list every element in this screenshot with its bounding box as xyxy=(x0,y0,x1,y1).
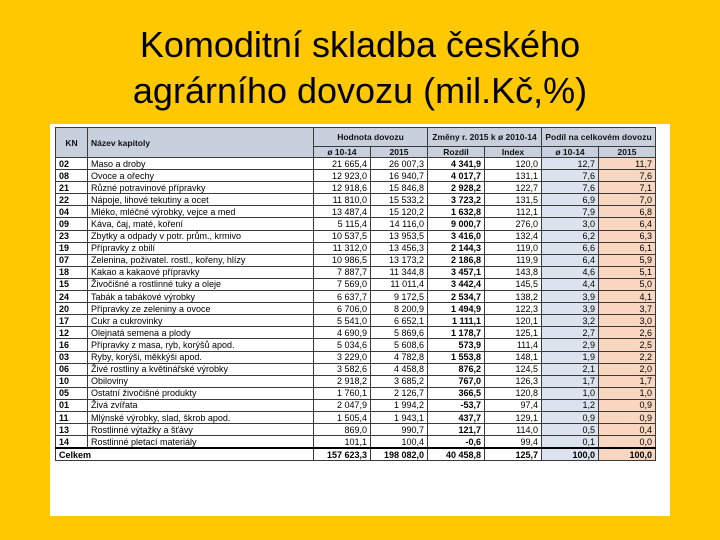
cell-kn: 05 xyxy=(56,387,88,399)
table-body xyxy=(56,158,656,461)
cell-avg: 2 918,2 xyxy=(314,375,371,387)
cell-index: 129,1 xyxy=(485,411,542,423)
table-row xyxy=(56,315,656,327)
title-line-1: Komoditní skladba českého xyxy=(139,24,581,65)
cell-kn: 24 xyxy=(56,291,88,303)
total-share-avg: 100,0 xyxy=(542,448,599,461)
cell-2015: 13 456,3 xyxy=(371,242,428,254)
import-table-image xyxy=(50,124,670,516)
cell-name: Ryby, korýši, měkkýši apod. xyxy=(88,351,314,363)
cell-share-2015: 2,6 xyxy=(599,327,656,339)
cell-share-avg: 3,2 xyxy=(542,315,599,327)
total-index: 125,7 xyxy=(485,448,542,461)
table-row xyxy=(56,206,656,218)
cell-kn: 12 xyxy=(56,327,88,339)
cell-diff: 767,0 xyxy=(428,375,485,387)
cell-share-2015: 6,1 xyxy=(599,242,656,254)
cell-kn: 17 xyxy=(56,315,88,327)
cell-name: Obiloviny xyxy=(88,375,314,387)
cell-diff: -53,7 xyxy=(428,399,485,411)
cell-2015: 16 940,7 xyxy=(371,170,428,182)
cell-avg: 3 229,0 xyxy=(314,351,371,363)
cell-share-2015: 7,1 xyxy=(599,182,656,194)
cell-kn: 09 xyxy=(56,218,88,230)
cell-index: 131,1 xyxy=(485,170,542,182)
cell-share-avg: 1,2 xyxy=(542,399,599,411)
cell-avg: 7 887,7 xyxy=(314,266,371,278)
cell-avg: 7 569,0 xyxy=(314,278,371,290)
header-share-group: Podíl na celkovém dovozu xyxy=(542,128,656,147)
cell-diff: 2 534,7 xyxy=(428,291,485,303)
cell-avg: 21 665,4 xyxy=(314,158,371,170)
cell-diff: 9 000,7 xyxy=(428,218,485,230)
cell-diff: 1 178,7 xyxy=(428,327,485,339)
cell-kn: 19 xyxy=(56,242,88,254)
cell-2015: 990,7 xyxy=(371,424,428,436)
table-row xyxy=(56,339,656,351)
table-row xyxy=(56,254,656,266)
cell-avg: 2 047,9 xyxy=(314,399,371,411)
cell-share-avg: 1,9 xyxy=(542,351,599,363)
cell-share-2015: 2,0 xyxy=(599,363,656,375)
cell-name: Cukr a cukrovinky xyxy=(88,315,314,327)
cell-2015: 11 011,4 xyxy=(371,278,428,290)
cell-index: 145,5 xyxy=(485,278,542,290)
cell-diff: 1 553,8 xyxy=(428,351,485,363)
cell-diff: 366,5 xyxy=(428,387,485,399)
cell-avg: 869,0 xyxy=(314,424,371,436)
cell-2015: 15 120,2 xyxy=(371,206,428,218)
cell-avg: 3 582,6 xyxy=(314,363,371,375)
cell-diff: 1 111,1 xyxy=(428,315,485,327)
cell-index: 125,1 xyxy=(485,327,542,339)
table-row xyxy=(56,411,656,423)
table-row xyxy=(56,170,656,182)
header-change-group: Změny r. 2015 k ø 2010-14 xyxy=(428,128,542,147)
cell-share-2015: 7,0 xyxy=(599,194,656,206)
cell-index: 112,1 xyxy=(485,206,542,218)
cell-2015: 5 869,6 xyxy=(371,327,428,339)
cell-diff: 4 341,9 xyxy=(428,158,485,170)
table-row xyxy=(56,375,656,387)
cell-index: 99,4 xyxy=(485,436,542,449)
cell-share-avg: 12,7 xyxy=(542,158,599,170)
cell-kn: 21 xyxy=(56,182,88,194)
cell-2015: 1 943,1 xyxy=(371,411,428,423)
cell-index: 120,8 xyxy=(485,387,542,399)
cell-share-avg: 3,9 xyxy=(542,291,599,303)
cell-share-2015: 5,1 xyxy=(599,266,656,278)
cell-share-2015: 0,0 xyxy=(599,436,656,449)
cell-diff: 1 494,9 xyxy=(428,303,485,315)
cell-name: Káva, čaj, maté, koření xyxy=(88,218,314,230)
cell-index: 138,2 xyxy=(485,291,542,303)
cell-share-avg: 0,9 xyxy=(542,411,599,423)
header-share-avg: ø 10-14 xyxy=(542,147,599,158)
cell-kn: 11 xyxy=(56,411,88,423)
cell-name: Zbytky a odpady v potr. prům., krmivo xyxy=(88,230,314,242)
cell-name: Přípravky z masa, ryb, korýšů apod. xyxy=(88,339,314,351)
cell-2015: 2 126,7 xyxy=(371,387,428,399)
total-avg: 157 623,3 xyxy=(314,448,371,461)
table-row xyxy=(56,266,656,278)
cell-2015: 14 116,0 xyxy=(371,218,428,230)
cell-share-avg: 2,7 xyxy=(542,327,599,339)
cell-2015: 8 200,9 xyxy=(371,303,428,315)
cell-diff: -0,6 xyxy=(428,436,485,449)
header-row-groups xyxy=(56,128,656,147)
table-row xyxy=(56,182,656,194)
cell-diff: 2 186,8 xyxy=(428,254,485,266)
cell-share-2015: 6,4 xyxy=(599,218,656,230)
cell-share-2015: 4,1 xyxy=(599,291,656,303)
table-row xyxy=(56,327,656,339)
table-row xyxy=(56,194,656,206)
cell-2015: 11 344,8 xyxy=(371,266,428,278)
cell-index: 131,5 xyxy=(485,194,542,206)
cell-kn: 08 xyxy=(56,170,88,182)
table-row xyxy=(56,242,656,254)
table-row xyxy=(56,218,656,230)
cell-avg: 12 923,0 xyxy=(314,170,371,182)
cell-name: Kakao a kakaové přípravky xyxy=(88,266,314,278)
table-row xyxy=(56,230,656,242)
cell-share-avg: 2,9 xyxy=(542,339,599,351)
cell-share-avg: 0,1 xyxy=(542,436,599,449)
cell-kn: 02 xyxy=(56,158,88,170)
cell-kn: 10 xyxy=(56,375,88,387)
cell-kn: 14 xyxy=(56,436,88,449)
cell-diff: 1 632,8 xyxy=(428,206,485,218)
cell-name: Živočišné a rostlinné tuky a oleje xyxy=(88,278,314,290)
cell-avg: 6 706,0 xyxy=(314,303,371,315)
cell-share-2015: 6,3 xyxy=(599,230,656,242)
cell-name: Maso a droby xyxy=(88,158,314,170)
table-row xyxy=(56,278,656,290)
cell-share-2015: 3,0 xyxy=(599,315,656,327)
cell-index: 111,4 xyxy=(485,339,542,351)
cell-name: Zelenina, poživatel. rostl., kořeny, hlízy xyxy=(88,254,314,266)
cell-index: 126,3 xyxy=(485,375,542,387)
cell-index: 119,9 xyxy=(485,254,542,266)
cell-2015: 9 172,5 xyxy=(371,291,428,303)
cell-diff: 2 928,2 xyxy=(428,182,485,194)
title-line-2: agrárního dovozu (mil.Kč,%) xyxy=(132,70,588,111)
cell-kn: 15 xyxy=(56,278,88,290)
cell-2015: 100,4 xyxy=(371,436,428,449)
cell-share-avg: 3,9 xyxy=(542,303,599,315)
cell-name: Přípravky ze zeleniny a ovoce xyxy=(88,303,314,315)
cell-avg: 5 115,4 xyxy=(314,218,371,230)
cell-share-2015: 1,0 xyxy=(599,387,656,399)
cell-share-avg: 6,9 xyxy=(542,194,599,206)
table-row xyxy=(56,436,656,449)
cell-index: 120,0 xyxy=(485,158,542,170)
header-share-2015: 2015 xyxy=(599,147,656,158)
cell-share-2015: 3,7 xyxy=(599,303,656,315)
total-label: Celkem xyxy=(56,448,314,461)
cell-name: Nápoje, lihové tekutiny a ocet xyxy=(88,194,314,206)
cell-2015: 4 458,8 xyxy=(371,363,428,375)
cell-avg: 5 541,0 xyxy=(314,315,371,327)
cell-name: Živá zvířata xyxy=(88,399,314,411)
total-diff: 40 458,8 xyxy=(428,448,485,461)
cell-share-avg: 4,6 xyxy=(542,266,599,278)
cell-share-avg: 6,4 xyxy=(542,254,599,266)
cell-share-2015: 7,6 xyxy=(599,170,656,182)
cell-diff: 3 416,0 xyxy=(428,230,485,242)
cell-2015: 1 994,2 xyxy=(371,399,428,411)
cell-name: Různé potravinové přípravky xyxy=(88,182,314,194)
cell-2015: 13 953,5 xyxy=(371,230,428,242)
cell-index: 119,0 xyxy=(485,242,542,254)
cell-diff: 121,7 xyxy=(428,424,485,436)
cell-index: 122,3 xyxy=(485,303,542,315)
cell-avg: 13 487,4 xyxy=(314,206,371,218)
cell-name: Živé rostliny a květinářské výrobky xyxy=(88,363,314,375)
total-row xyxy=(56,448,656,461)
cell-share-2015: 1,7 xyxy=(599,375,656,387)
import-table xyxy=(55,127,656,461)
table-row xyxy=(56,399,656,411)
cell-share-2015: 6,8 xyxy=(599,206,656,218)
cell-name: Tabák a tabákové výrobky xyxy=(88,291,314,303)
cell-kn: 07 xyxy=(56,254,88,266)
cell-index: 114,0 xyxy=(485,424,542,436)
cell-share-2015: 2,2 xyxy=(599,351,656,363)
cell-share-avg: 1,7 xyxy=(542,375,599,387)
cell-share-avg: 4,4 xyxy=(542,278,599,290)
cell-kn: 06 xyxy=(56,363,88,375)
table-row xyxy=(56,303,656,315)
cell-share-avg: 1,0 xyxy=(542,387,599,399)
cell-diff: 2 144,3 xyxy=(428,242,485,254)
cell-share-avg: 2,1 xyxy=(542,363,599,375)
cell-kn: 22 xyxy=(56,194,88,206)
cell-avg: 101,1 xyxy=(314,436,371,449)
total-share-2015: 100,0 xyxy=(599,448,656,461)
slide-title xyxy=(0,22,720,114)
cell-diff: 4 017,7 xyxy=(428,170,485,182)
cell-2015: 15 846,8 xyxy=(371,182,428,194)
cell-2015: 26 007,3 xyxy=(371,158,428,170)
cell-name: Přípravky z obilí xyxy=(88,242,314,254)
cell-share-2015: 5,0 xyxy=(599,278,656,290)
cell-index: 148,1 xyxy=(485,351,542,363)
table-row xyxy=(56,424,656,436)
cell-share-2015: 0,9 xyxy=(599,399,656,411)
cell-name: Olejnatá semena a plody xyxy=(88,327,314,339)
cell-avg: 1 760,1 xyxy=(314,387,371,399)
cell-name: Ovoce a ořechy xyxy=(88,170,314,182)
cell-kn: 03 xyxy=(56,351,88,363)
cell-kn: 18 xyxy=(56,266,88,278)
cell-diff: 876,2 xyxy=(428,363,485,375)
cell-2015: 15 533,2 xyxy=(371,194,428,206)
cell-2015: 3 685,2 xyxy=(371,375,428,387)
cell-name: Mléko, mléčné výrobky, vejce a med xyxy=(88,206,314,218)
cell-share-avg: 0,5 xyxy=(542,424,599,436)
header-index: Index xyxy=(485,147,542,158)
cell-diff: 573,9 xyxy=(428,339,485,351)
header-kn: KN xyxy=(56,128,88,158)
cell-share-2015: 0,9 xyxy=(599,411,656,423)
cell-share-avg: 6,6 xyxy=(542,242,599,254)
cell-avg: 12 918,6 xyxy=(314,182,371,194)
cell-name: Rostlinné výtažky a šťávy xyxy=(88,424,314,436)
cell-kn: 23 xyxy=(56,230,88,242)
cell-kn: 04 xyxy=(56,206,88,218)
header-value-group: Hodnota dovozu xyxy=(314,128,428,147)
cell-kn: 20 xyxy=(56,303,88,315)
table-row xyxy=(56,291,656,303)
cell-name: Ostatní živočišné produkty xyxy=(88,387,314,399)
cell-avg: 10 986,5 xyxy=(314,254,371,266)
cell-kn: 16 xyxy=(56,339,88,351)
header-avg: ø 10-14 xyxy=(314,147,371,158)
cell-index: 276,0 xyxy=(485,218,542,230)
total-2015: 198 082,0 xyxy=(371,448,428,461)
cell-share-avg: 7,6 xyxy=(542,182,599,194)
cell-avg: 6 637,7 xyxy=(314,291,371,303)
cell-avg: 1 505,4 xyxy=(314,411,371,423)
cell-share-2015: 0,4 xyxy=(599,424,656,436)
cell-2015: 13 173,2 xyxy=(371,254,428,266)
cell-avg: 11 810,0 xyxy=(314,194,371,206)
cell-2015: 4 782,8 xyxy=(371,351,428,363)
cell-share-avg: 7,6 xyxy=(542,170,599,182)
cell-index: 132,4 xyxy=(485,230,542,242)
cell-index: 124,5 xyxy=(485,363,542,375)
header-name: Název kapitoly xyxy=(88,128,314,158)
cell-index: 120,1 xyxy=(485,315,542,327)
cell-index: 97,4 xyxy=(485,399,542,411)
cell-2015: 5 608,6 xyxy=(371,339,428,351)
cell-index: 122,7 xyxy=(485,182,542,194)
cell-share-2015: 11,7 xyxy=(599,158,656,170)
cell-name: Mlýnské výrobky, slad, škrob apod. xyxy=(88,411,314,423)
cell-index: 143,8 xyxy=(485,266,542,278)
table-row xyxy=(56,387,656,399)
cell-avg: 5 034,6 xyxy=(314,339,371,351)
cell-name: Rostlinné pletací materiály xyxy=(88,436,314,449)
cell-2015: 6 652,1 xyxy=(371,315,428,327)
cell-share-avg: 3,0 xyxy=(542,218,599,230)
table-row xyxy=(56,158,656,170)
cell-avg: 10 537,5 xyxy=(314,230,371,242)
cell-diff: 3 442,4 xyxy=(428,278,485,290)
cell-share-avg: 7,9 xyxy=(542,206,599,218)
table-row xyxy=(56,363,656,375)
cell-diff: 3 723,2 xyxy=(428,194,485,206)
cell-kn: 13 xyxy=(56,424,88,436)
cell-share-2015: 2,5 xyxy=(599,339,656,351)
cell-diff: 437,7 xyxy=(428,411,485,423)
cell-share-2015: 5,9 xyxy=(599,254,656,266)
header-diff: Rozdíl xyxy=(428,147,485,158)
cell-share-avg: 6,2 xyxy=(542,230,599,242)
cell-diff: 3 457,1 xyxy=(428,266,485,278)
cell-avg: 4 690,9 xyxy=(314,327,371,339)
cell-kn: 01 xyxy=(56,399,88,411)
header-2015: 2015 xyxy=(371,147,428,158)
cell-avg: 11 312,0 xyxy=(314,242,371,254)
table-row xyxy=(56,351,656,363)
